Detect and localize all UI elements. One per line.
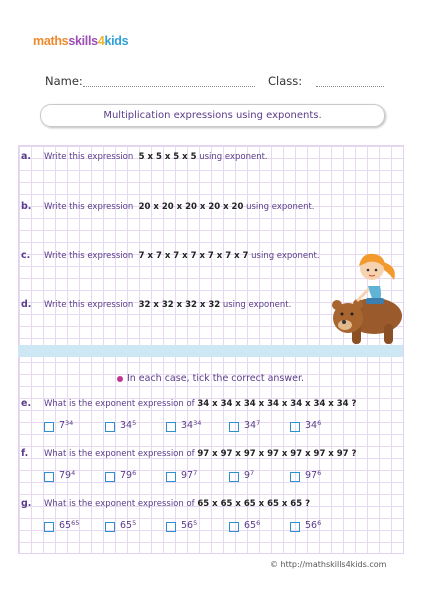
question-letter: b. (21, 201, 32, 212)
answer-option[interactable]: 34 $^7$ (229, 420, 260, 432)
question-letter: c. (21, 250, 31, 261)
question-letter: g. (21, 498, 32, 509)
checkbox[interactable] (166, 522, 176, 532)
checkbox[interactable] (105, 422, 115, 432)
footer-url[interactable]: © http://mathskills4kids.com (270, 560, 387, 569)
question-letter: d. (21, 299, 32, 310)
checkbox[interactable] (229, 422, 239, 432)
class-field[interactable] (316, 86, 384, 87)
class-label: Class: (268, 74, 303, 88)
checkbox[interactable] (105, 522, 115, 532)
bullet-icon (117, 376, 123, 382)
question-text: Write this expression 20 x 20 x 20 x 20 x 20 using exponent. (44, 202, 315, 212)
answer-option[interactable]: 7 $^{34}$ (44, 420, 73, 432)
answer-option[interactable]: 79 $^4$ (44, 470, 75, 482)
answer-option[interactable]: 56 $^6$ (290, 520, 321, 532)
checkbox[interactable] (44, 472, 54, 482)
question-text: What is the exponent expression of 34 x 34 x 34 x 34 x 34 x 34 x 34 ? (44, 399, 357, 409)
instruction: In each case, tick the correct answer. (0, 373, 421, 384)
answer-option[interactable]: 9 $^7$ (229, 470, 254, 482)
checkbox[interactable] (229, 522, 239, 532)
checkbox[interactable] (166, 472, 176, 482)
checkbox[interactable] (290, 472, 300, 482)
question-text: What is the exponent expression of 97 x 97 x 97 x 97 x 97 x 97 x 97 ? (44, 449, 357, 459)
site-logo: mathsskills4kids (33, 34, 129, 48)
answer-option[interactable]: 97 $^7$ (166, 470, 197, 482)
answer-option[interactable]: 65 $^6$ (229, 520, 260, 532)
answer-option[interactable]: 65 $^{65}$ (44, 520, 79, 532)
answer-option[interactable]: 56 $^5$ (166, 520, 197, 532)
question-text: Write this expression 5 x 5 x 5 x 5 using exponent. (44, 152, 268, 162)
girl-riding-bear-illustration (328, 238, 406, 350)
answer-option[interactable]: 65 $^5$ (105, 520, 136, 532)
question-text: Write this expression 7 x 7 x 7 x 7 x 7 x 7 x 7 using exponent. (44, 251, 320, 261)
question-text: What is the exponent expression of 65 x 65 x 65 x 65 x 65 ? (44, 499, 311, 509)
answer-option[interactable]: 34 $^6$ (290, 420, 321, 432)
answer-option[interactable]: 34 $^{34}$ (166, 420, 201, 432)
answer-option[interactable]: 34 $^5$ (105, 420, 136, 432)
checkbox[interactable] (105, 472, 115, 482)
worksheet-title: Multiplication expressions using exponents. (40, 104, 385, 127)
answer-option[interactable]: 97 $^6$ (290, 470, 321, 482)
checkbox[interactable] (290, 422, 300, 432)
answer-option[interactable]: 79 $^6$ (105, 470, 136, 482)
name-field[interactable] (83, 86, 255, 87)
question-letter: a. (21, 151, 32, 162)
checkbox[interactable] (44, 422, 54, 432)
question-letter: f. (21, 448, 29, 459)
checkbox[interactable] (229, 472, 239, 482)
question-letter: e. (21, 398, 32, 409)
name-label: Name: (45, 74, 83, 88)
checkbox[interactable] (44, 522, 54, 532)
checkbox[interactable] (290, 522, 300, 532)
question-text: Write this expression 32 x 32 x 32 x 32 using exponent. (44, 300, 292, 310)
checkbox[interactable] (166, 422, 176, 432)
